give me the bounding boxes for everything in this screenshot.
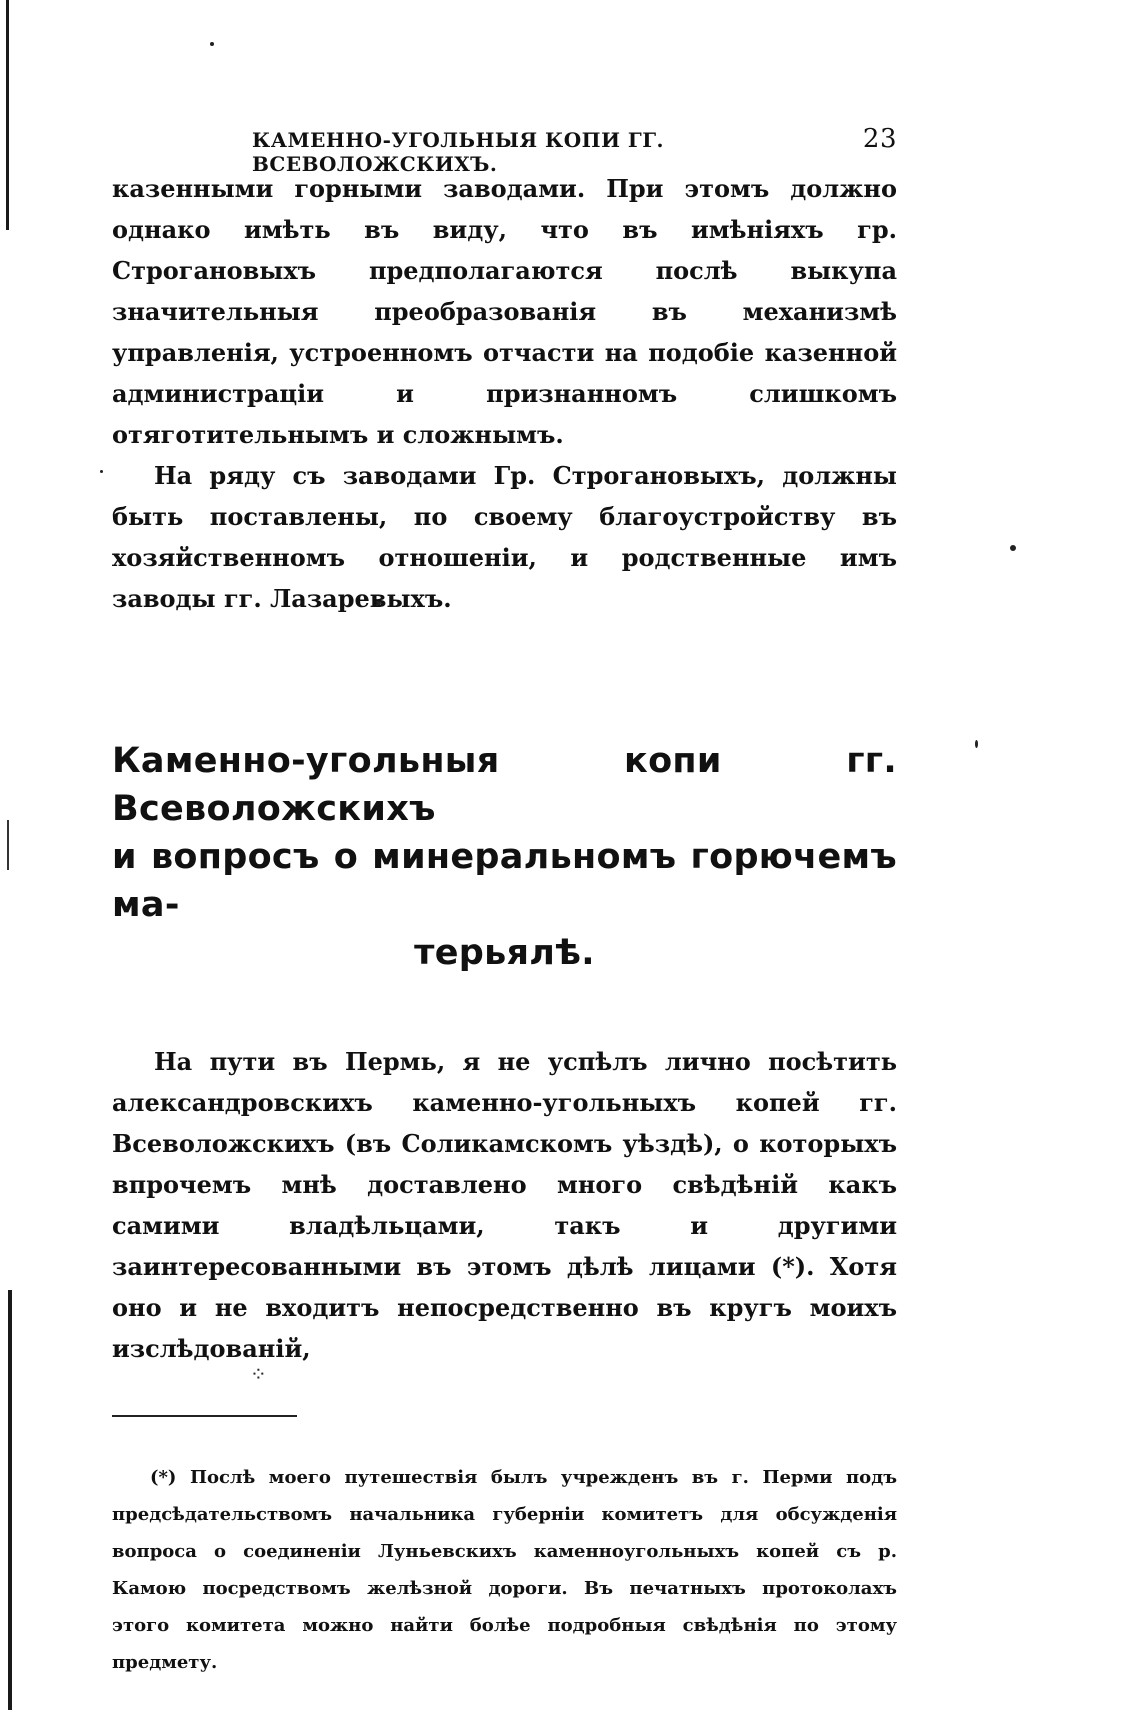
scan-edge-mark bbox=[6, 0, 9, 230]
section-title-line: Каменно-угольныя копи гг. Всеволожскихъ bbox=[112, 741, 897, 829]
book-page bbox=[112, 120, 897, 1699]
running-head bbox=[112, 120, 897, 176]
section-title bbox=[112, 737, 897, 977]
scan-speck bbox=[1010, 545, 1016, 551]
paragraph: На пути въ Пермь, я не успѣлъ лично посѣтить александровскихъ каменно-угольныхъ копей гг. Всеволожскихъ (въ Соликамскомъ уѣздѣ), о которыхъ впрочемъ мнѣ доставлено много свѣдѣній какъ самими владѣльцами, такъ и другими заинтересованными въ этомъ дѣлѣ лицами (*). Хотя оно и не входитъ непосредственно въ кругъ моихъ изслѣдованій, bbox=[112, 1047, 897, 1363]
section-title-line: терьялѣ. bbox=[414, 933, 595, 973]
scan-speck bbox=[100, 470, 103, 473]
footnote-rule bbox=[112, 1415, 297, 1417]
running-head-title: КАМЕННО-УГОЛЬНЫЯ КОПИ ГГ. ВСЕВОЛОЖСКИХЪ. bbox=[252, 128, 665, 176]
page-number: 23 bbox=[862, 124, 897, 154]
scan-edge-mark bbox=[7, 820, 9, 870]
scan-speck bbox=[975, 740, 978, 748]
scan-speck bbox=[210, 42, 214, 46]
ink-blot-mark: ⁘ bbox=[250, 1362, 267, 1386]
paragraph: На ряду съ заводами Гр. Строгановыхъ, должны быть поставлены, по своему благоустройству въ хозяйственномъ отношеніи, и родственные имъ заводы гг. Лазаревыхъ. bbox=[112, 461, 897, 613]
paragraph: казенными горными заводами. При этомъ должно однако имѣть въ виду, что въ имѣніяхъ гр. Строгановыхъ предполагаются послѣ выкупа значительныя преобразованія въ механизмѣ управленія, устроенномъ отчасти на подобіе казенной администраціи и признанномъ слишкомъ отяготительнымъ и сложнымъ. bbox=[112, 174, 897, 449]
footnote: (*) Послѣ моего путешествія былъ учрежденъ въ г. Перми подъ предсѣдательствомъ начальника губерніи комитетъ для обсужденія вопроса о соединеніи Луньевскихъ каменноугольныхъ копей съ р. Камою посредствомъ желѣзной дороги. Въ печатныхъ протоколахъ этого комитета можно найти болѣе подробныя свѣдѣнія по этому предмету. bbox=[112, 1467, 897, 1673]
scan-edge-mark bbox=[8, 1290, 12, 1710]
section-title-line: и вопросъ о минеральномъ горючемъ ма- bbox=[112, 837, 897, 925]
